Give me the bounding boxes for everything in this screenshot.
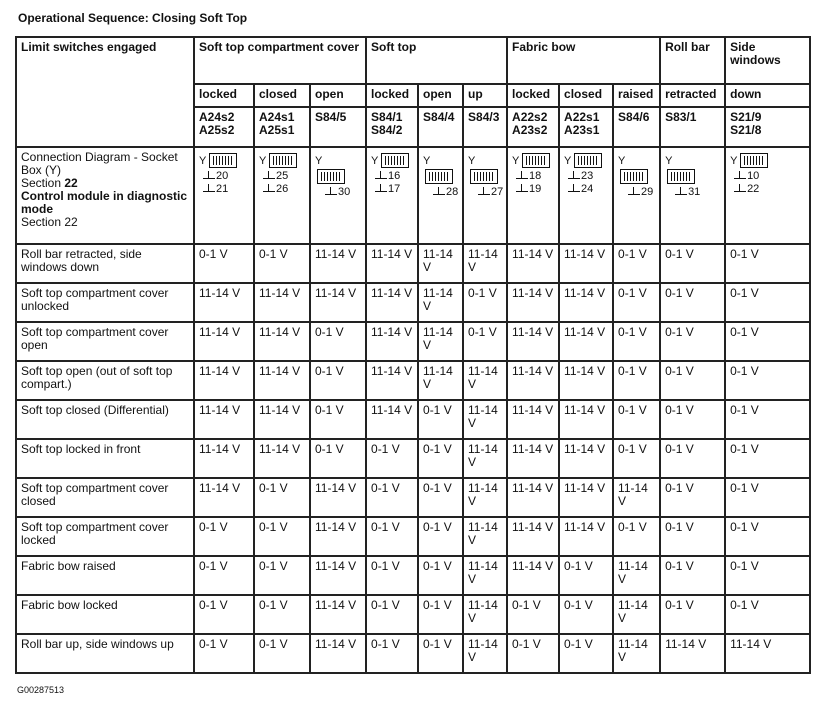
voltage-cell: 11-14 V xyxy=(418,244,463,283)
voltage-cell: 11-14 V xyxy=(310,595,366,634)
row-label: Soft top closed (Differential) xyxy=(16,400,194,439)
voltage-cell: 11-14 V xyxy=(418,361,463,400)
voltage-cell: 0-1 V xyxy=(366,517,418,556)
pin-number xyxy=(568,171,593,182)
ground-symbol-icon xyxy=(375,171,387,179)
ground-symbol-icon xyxy=(516,171,528,179)
socket-connector-icon xyxy=(665,151,720,219)
ground-symbol-icon xyxy=(263,184,275,192)
voltage-cell: 11-14 V xyxy=(559,517,613,556)
voltage-cell: 11-14 V xyxy=(254,283,310,322)
table-row xyxy=(16,283,810,322)
voltage-cell: 11-14 V xyxy=(463,517,507,556)
voltage-cell: 0-1 V xyxy=(366,595,418,634)
pin-label: 25 xyxy=(276,170,289,182)
voltage-cell: 11-14 V xyxy=(310,634,366,673)
voltage-cell: 11-14 V xyxy=(507,283,559,322)
pin-number xyxy=(675,187,700,198)
switch-id-cell: S84/4 xyxy=(418,107,463,147)
state-header-cell: locked xyxy=(194,84,254,107)
voltage-cell: 0-1 V xyxy=(725,517,810,556)
limit-switches-header: Limit switches engaged xyxy=(16,37,194,147)
ground-symbol-icon xyxy=(734,184,746,192)
connector-cell xyxy=(418,147,463,244)
pin-label: 20 xyxy=(216,170,229,182)
voltage-cell: 0-1 V xyxy=(725,361,810,400)
voltage-cell: 0-1 V xyxy=(254,634,310,673)
voltage-cell: 0-1 V xyxy=(559,556,613,595)
socket-connector-icon xyxy=(199,151,249,219)
state-header-cell: up xyxy=(463,84,507,107)
voltage-cell: 11-14 V xyxy=(254,322,310,361)
voltage-cell: 0-1 V xyxy=(613,517,660,556)
socket-y-label: Y xyxy=(564,155,572,167)
voltage-cell: 0-1 V xyxy=(660,556,725,595)
voltage-cell: 0-1 V xyxy=(310,400,366,439)
socket-box-icon xyxy=(740,153,768,168)
voltage-cell: 11-14 V xyxy=(194,439,254,478)
diagram-section-prefix: Section xyxy=(21,176,62,190)
switch-id-cell: A24s2 A25s2 xyxy=(194,107,254,147)
header-group-row xyxy=(16,37,810,84)
voltage-cell: 11-14 V xyxy=(463,595,507,634)
voltage-cell: 11-14 V xyxy=(559,478,613,517)
row-label: Soft top open (out of soft top compart.) xyxy=(16,361,194,400)
table-row xyxy=(16,478,810,517)
ground-symbol-icon xyxy=(516,184,528,192)
voltage-cell: 11-14 V xyxy=(613,634,660,673)
voltage-cell: 11-14 V xyxy=(507,400,559,439)
socket-connector-icon xyxy=(371,151,413,219)
pin-number xyxy=(734,184,759,195)
pin-number xyxy=(203,171,228,182)
voltage-cell: 0-1 V xyxy=(194,556,254,595)
switch-id-cell: A22s2 A23s2 xyxy=(507,107,559,147)
socket-y-label: Y xyxy=(423,155,431,167)
pin-number xyxy=(628,187,653,198)
pin-number xyxy=(203,184,228,195)
voltage-cell: 11-14 V xyxy=(463,244,507,283)
voltage-cell: 11-14 V xyxy=(194,322,254,361)
ground-symbol-icon xyxy=(375,184,387,192)
voltage-cell: 0-1 V xyxy=(660,322,725,361)
socket-y-label: Y xyxy=(259,155,267,167)
voltage-cell: 11-14 V xyxy=(310,244,366,283)
table-row xyxy=(16,244,810,283)
ground-symbol-icon xyxy=(478,187,490,195)
voltage-cell: 0-1 V xyxy=(660,478,725,517)
operational-sequence-table xyxy=(15,36,811,674)
pin-label: 31 xyxy=(688,186,701,198)
pin-label: 18 xyxy=(529,170,542,182)
connector-cell xyxy=(366,147,418,244)
socket-y-label: Y xyxy=(371,155,379,167)
row-label: Soft top locked in front xyxy=(16,439,194,478)
connector-cell xyxy=(559,147,613,244)
voltage-cell: 0-1 V xyxy=(194,244,254,283)
voltage-cell: 0-1 V xyxy=(418,439,463,478)
voltage-cell: 0-1 V xyxy=(725,556,810,595)
connector-cell xyxy=(310,147,366,244)
voltage-cell: 11-14 V xyxy=(559,400,613,439)
voltage-cell: 0-1 V xyxy=(254,478,310,517)
voltage-cell: 0-1 V xyxy=(418,400,463,439)
socket-y-label: Y xyxy=(665,155,673,167)
voltage-cell: 0-1 V xyxy=(194,517,254,556)
voltage-cell: 0-1 V xyxy=(613,283,660,322)
voltage-cell: 11-14 V xyxy=(507,478,559,517)
voltage-cell: 11-14 V xyxy=(559,439,613,478)
state-header-cell: closed xyxy=(559,84,613,107)
state-header-cell: raised xyxy=(613,84,660,107)
ground-symbol-icon xyxy=(675,187,687,195)
state-header-cell: down xyxy=(725,84,810,107)
voltage-cell: 0-1 V xyxy=(559,595,613,634)
socket-box-icon xyxy=(667,169,695,184)
voltage-cell: 11-14 V xyxy=(463,439,507,478)
voltage-cell: 0-1 V xyxy=(613,244,660,283)
voltage-cell: 11-14 V xyxy=(613,556,660,595)
voltage-cell: 11-14 V xyxy=(310,517,366,556)
voltage-cell: 0-1 V xyxy=(254,244,310,283)
pin-number xyxy=(325,187,350,198)
voltage-cell: 0-1 V xyxy=(725,322,810,361)
ground-symbol-icon xyxy=(568,184,580,192)
voltage-cell: 0-1 V xyxy=(613,322,660,361)
voltage-cell: 11-14 V xyxy=(366,361,418,400)
diagram-line1: Connection Diagram - Socket Box (Y) xyxy=(21,150,178,177)
voltage-cell: 0-1 V xyxy=(194,595,254,634)
voltage-cell: 0-1 V xyxy=(507,595,559,634)
socket-box-icon xyxy=(269,153,297,168)
row-label: Soft top compartment cover unlocked xyxy=(16,283,194,322)
soft-top-header: Soft top xyxy=(366,37,507,84)
switch-id-cell: S84/5 xyxy=(310,107,366,147)
voltage-cell: 11-14 V xyxy=(366,400,418,439)
voltage-cell: 11-14 V xyxy=(254,439,310,478)
socket-box-icon xyxy=(317,169,345,184)
socket-connector-icon xyxy=(423,151,458,219)
pin-label: 17 xyxy=(388,183,401,195)
socket-y-label: Y xyxy=(199,155,207,167)
voltage-cell: 0-1 V xyxy=(418,517,463,556)
pin-number xyxy=(516,171,541,182)
row-label: Fabric bow locked xyxy=(16,595,194,634)
table-row xyxy=(16,439,810,478)
voltage-cell: 11-14 V xyxy=(463,556,507,595)
switch-id-cell: S21/9 S21/8 xyxy=(725,107,810,147)
pin-number xyxy=(375,184,400,195)
pin-label: 24 xyxy=(581,183,594,195)
connector-cell xyxy=(507,147,559,244)
table-row xyxy=(16,400,810,439)
pin-number xyxy=(478,187,503,198)
pin-number xyxy=(263,171,288,182)
voltage-cell: 0-1 V xyxy=(366,634,418,673)
voltage-cell: 11-14 V xyxy=(310,556,366,595)
ground-symbol-icon xyxy=(628,187,640,195)
socket-y-label: Y xyxy=(315,155,323,167)
pin-label: 21 xyxy=(216,183,229,195)
ground-symbol-icon xyxy=(203,184,215,192)
voltage-cell: 0-1 V xyxy=(660,400,725,439)
pin-number xyxy=(375,171,400,182)
pin-label: 28 xyxy=(446,186,459,198)
socket-connector-icon xyxy=(564,151,608,219)
switch-id-cell: S84/6 xyxy=(613,107,660,147)
pin-number xyxy=(568,184,593,195)
ground-symbol-icon xyxy=(263,171,275,179)
voltage-cell: 0-1 V xyxy=(418,556,463,595)
pin-label: 29 xyxy=(641,186,654,198)
voltage-cell: 0-1 V xyxy=(254,556,310,595)
socket-y-label: Y xyxy=(468,155,476,167)
socket-connector-icon xyxy=(259,151,305,219)
state-header-cell: retracted xyxy=(660,84,725,107)
connection-diagram-label xyxy=(16,147,194,244)
voltage-cell: 11-14 V xyxy=(613,595,660,634)
connector-cell xyxy=(254,147,310,244)
voltage-cell: 11-14 V xyxy=(194,361,254,400)
socket-box-icon xyxy=(574,153,602,168)
voltage-cell: 11-14 V xyxy=(366,322,418,361)
voltage-cell: 11-14 V xyxy=(463,361,507,400)
state-header-cell: closed xyxy=(254,84,310,107)
voltage-cell: 11-14 V xyxy=(507,517,559,556)
connector-cell xyxy=(194,147,254,244)
voltage-cell: 0-1 V xyxy=(660,283,725,322)
figure-code: G00287513 xyxy=(17,685,65,695)
voltage-cell: 0-1 V xyxy=(463,283,507,322)
voltage-cell: 0-1 V xyxy=(725,283,810,322)
page-title: Operational Sequence: Closing Soft Top xyxy=(18,11,248,25)
pin-label: 23 xyxy=(581,170,594,182)
voltage-cell: 0-1 V xyxy=(310,439,366,478)
voltage-cell: 11-14 V xyxy=(559,361,613,400)
pin-label: 27 xyxy=(491,186,504,198)
pin-number xyxy=(433,187,458,198)
voltage-cell: 11-14 V xyxy=(366,283,418,322)
connector-cell xyxy=(463,147,507,244)
voltage-cell: 11-14 V xyxy=(194,283,254,322)
voltage-cell: 11-14 V xyxy=(613,478,660,517)
ground-symbol-icon xyxy=(433,187,445,195)
ground-symbol-icon xyxy=(734,171,746,179)
row-label: Roll bar up, side windows up xyxy=(16,634,194,673)
socket-connector-icon xyxy=(315,151,361,219)
pin-label: 16 xyxy=(388,170,401,182)
voltage-cell: 11-14 V xyxy=(418,322,463,361)
socket-box-icon xyxy=(620,169,648,184)
row-label: Soft top compartment cover locked xyxy=(16,517,194,556)
voltage-cell: 11-14 V xyxy=(559,322,613,361)
switch-id-cell: S84/1 S84/2 xyxy=(366,107,418,147)
fabric-bow-header: Fabric bow xyxy=(507,37,660,84)
table-row xyxy=(16,517,810,556)
voltage-cell: 0-1 V xyxy=(559,634,613,673)
socket-connector-icon xyxy=(618,151,655,219)
ground-symbol-icon xyxy=(568,171,580,179)
voltage-cell: 0-1 V xyxy=(254,517,310,556)
voltage-cell: 0-1 V xyxy=(660,517,725,556)
voltage-cell: 0-1 V xyxy=(725,244,810,283)
table-row xyxy=(16,556,810,595)
socket-connector-icon xyxy=(512,151,554,219)
voltage-cell: 0-1 V xyxy=(507,634,559,673)
state-header-cell: locked xyxy=(507,84,559,107)
pin-label: 10 xyxy=(747,170,760,182)
voltage-cell: 11-14 V xyxy=(463,400,507,439)
voltage-cell: 11-14 V xyxy=(310,478,366,517)
pin-number xyxy=(516,184,541,195)
voltage-cell: 0-1 V xyxy=(725,478,810,517)
state-header-cell: locked xyxy=(366,84,418,107)
socket-y-label: Y xyxy=(618,155,626,167)
ground-symbol-icon xyxy=(325,187,337,195)
voltage-cell: 0-1 V xyxy=(660,244,725,283)
compartment-cover-header: Soft top compartment cover xyxy=(194,37,366,84)
voltage-cell: 11-14 V xyxy=(366,244,418,283)
diagram-section-number: 22 xyxy=(64,176,78,190)
voltage-cell: 11-14 V xyxy=(660,634,725,673)
voltage-cell: 0-1 V xyxy=(418,634,463,673)
voltage-cell: 0-1 V xyxy=(725,400,810,439)
diagram-section-2: Section 22 xyxy=(21,215,78,229)
socket-y-label: Y xyxy=(730,155,738,167)
connector-cell xyxy=(725,147,810,244)
diagram-control-module: Control module in diagnostic mode xyxy=(21,189,187,216)
voltage-cell: 0-1 V xyxy=(310,361,366,400)
voltage-cell: 0-1 V xyxy=(613,400,660,439)
voltage-cell: 11-14 V xyxy=(507,556,559,595)
voltage-cell: 11-14 V xyxy=(559,244,613,283)
socket-connector-icon xyxy=(730,151,805,219)
pin-number xyxy=(734,171,759,182)
voltage-cell: 11-14 V xyxy=(507,439,559,478)
socket-box-icon xyxy=(470,169,498,184)
voltage-cell: 11-14 V xyxy=(507,322,559,361)
voltage-cell: 0-1 V xyxy=(366,478,418,517)
voltage-cell: 0-1 V xyxy=(660,595,725,634)
table-row xyxy=(16,322,810,361)
voltage-cell: 11-14 V xyxy=(254,400,310,439)
table-row xyxy=(16,595,810,634)
state-header-cell: open xyxy=(310,84,366,107)
voltage-cell: 0-1 V xyxy=(366,556,418,595)
voltage-cell: 11-14 V xyxy=(254,361,310,400)
socket-y-label: Y xyxy=(512,155,520,167)
row-label: Soft top compartment cover open xyxy=(16,322,194,361)
voltage-cell: 11-14 V xyxy=(194,400,254,439)
voltage-cell: 0-1 V xyxy=(613,361,660,400)
socket-box-icon xyxy=(425,169,453,184)
switch-id-cell: A24s1 A25s1 xyxy=(254,107,310,147)
voltage-cell: 11-14 V xyxy=(559,283,613,322)
voltage-cell: 11-14 V xyxy=(463,478,507,517)
voltage-cell: 0-1 V xyxy=(418,595,463,634)
voltage-cell: 11-14 V xyxy=(507,244,559,283)
switch-id-cell: S84/3 xyxy=(463,107,507,147)
voltage-cell: 0-1 V xyxy=(613,439,660,478)
voltage-cell: 11-14 V xyxy=(418,283,463,322)
row-label: Roll bar retracted, side windows down xyxy=(16,244,194,283)
voltage-cell: 11-14 V xyxy=(194,478,254,517)
voltage-cell: 11-14 V xyxy=(310,283,366,322)
voltage-cell: 0-1 V xyxy=(463,322,507,361)
voltage-cell: 0-1 V xyxy=(310,322,366,361)
voltage-cell: 0-1 V xyxy=(660,439,725,478)
voltage-cell: 11-14 V xyxy=(507,361,559,400)
socket-connector-icon xyxy=(468,151,502,219)
pin-label: 19 xyxy=(529,183,542,195)
connection-diagram-row xyxy=(16,147,810,244)
roll-bar-header: Roll bar xyxy=(660,37,725,84)
voltage-cell: 11-14 V xyxy=(725,634,810,673)
side-windows-header: Side windows xyxy=(725,37,810,84)
ground-symbol-icon xyxy=(203,171,215,179)
switch-id-cell: A22s1 A23s1 xyxy=(559,107,613,147)
voltage-cell: 0-1 V xyxy=(418,478,463,517)
table-row xyxy=(16,634,810,673)
connector-cell xyxy=(613,147,660,244)
row-label: Fabric bow raised xyxy=(16,556,194,595)
table-row xyxy=(16,361,810,400)
switch-id-cell: S83/1 xyxy=(660,107,725,147)
voltage-cell: 0-1 V xyxy=(725,439,810,478)
pin-label: 30 xyxy=(338,186,351,198)
connector-cell xyxy=(660,147,725,244)
pin-label: 26 xyxy=(276,183,289,195)
voltage-cell: 0-1 V xyxy=(194,634,254,673)
voltage-cell: 11-14 V xyxy=(463,634,507,673)
socket-box-icon xyxy=(209,153,237,168)
socket-box-icon xyxy=(381,153,409,168)
pin-label: 22 xyxy=(747,183,760,195)
socket-box-icon xyxy=(522,153,550,168)
voltage-cell: 0-1 V xyxy=(254,595,310,634)
row-label: Soft top compartment cover closed xyxy=(16,478,194,517)
state-header-cell: open xyxy=(418,84,463,107)
voltage-cell: 0-1 V xyxy=(660,361,725,400)
pin-number xyxy=(263,184,288,195)
voltage-cell: 0-1 V xyxy=(366,439,418,478)
voltage-cell: 0-1 V xyxy=(725,595,810,634)
